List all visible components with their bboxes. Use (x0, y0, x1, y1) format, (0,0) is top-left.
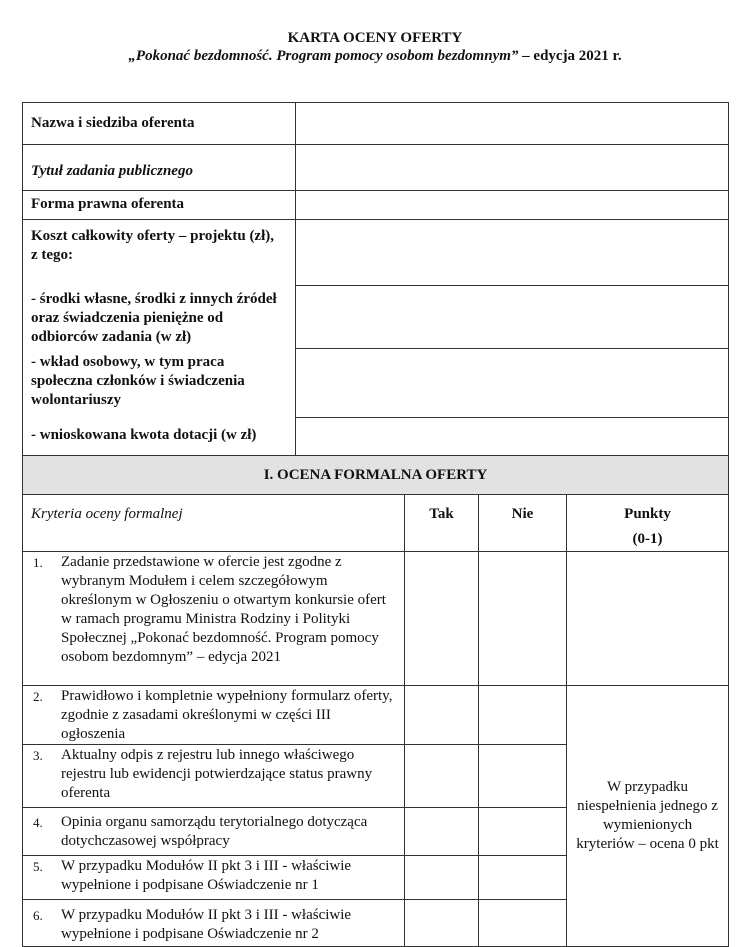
of-which-text: z tego: (31, 247, 74, 263)
document-subtitle (0, 48, 750, 65)
points-column-header (567, 495, 729, 552)
criterion-number: 4. (33, 815, 43, 830)
no-cell[interactable] (479, 552, 567, 686)
points-label: Punkty (624, 506, 671, 522)
criterion-cell (23, 856, 405, 900)
task-title-field[interactable] (296, 145, 729, 191)
own-funds-field[interactable] (296, 286, 729, 349)
document-title: KARTA OCENY OFERTY (287, 30, 463, 46)
criterion-text: W przypadku Modułów II pkt 3 i III - właściwie wypełnione i podpisane Oświadczenie nr 1 (61, 858, 352, 893)
yes-cell[interactable] (405, 686, 479, 745)
program-name: „Pokonać bezdomność. Program pomocy osobom bezdomnym” (128, 48, 519, 64)
offeror-name-label: Nazwa i siedziba oferenta (23, 103, 296, 145)
criterion-cell (23, 745, 405, 808)
no-cell[interactable] (479, 686, 567, 745)
offeror-name-field[interactable] (296, 103, 729, 145)
formal-evaluation-table (22, 455, 729, 947)
criterion-text: Zadanie przedstawione w ofercie jest zgodne z wybranym Modułem i celem szczegółowym określonym w Ogłoszeniu o otwartym konkursie ofert w ramach programu Ministra Rodziny i Polityki Społecznej „Pokonać bezdomność. Program pomocy osobom bezdomnym” – edycja 2021 (61, 554, 386, 665)
criterion-number: 3. (33, 748, 43, 763)
points-cell[interactable] (567, 552, 729, 686)
personal-contribution-field[interactable] (296, 349, 729, 418)
criterion-text: Opinia organu samorządu terytorialnego dotycząca dotychczasowej współpracy (61, 814, 368, 849)
personal-contribution-label: - wkład osobowy, w tym praca społeczna członków i świadczenia wolontariuszy (23, 349, 296, 418)
no-cell[interactable] (479, 900, 567, 947)
legal-form-label: Forma prawna oferenta (23, 191, 296, 220)
offer-info-table (22, 102, 729, 456)
criteria-note: W przypadku niespełnienia jednego z wymienionych kryteriów – ocena 0 pkt (567, 686, 729, 947)
criterion-number: 2. (33, 689, 43, 704)
criterion-cell (23, 900, 405, 947)
requested-grant-field[interactable] (296, 418, 729, 456)
section-title: I. OCENA FORMALNA OFERTY (23, 456, 729, 495)
no-cell[interactable] (479, 856, 567, 900)
table-row (23, 686, 729, 745)
no-cell[interactable] (479, 808, 567, 856)
yes-cell[interactable] (405, 856, 479, 900)
total-cost-field[interactable] (296, 220, 729, 286)
requested-grant-label: - wnioskowana kwota dotacji (w zł) (23, 418, 296, 456)
criterion-text: Aktualny odpis z rejestru lub innego właściwego rejestru lub ewidencji potwierdzające status prawny oferenta (61, 747, 373, 801)
edition-text: – edycja 2021 r. (518, 48, 622, 64)
criteria-column-header: Kryteria oceny formalnej (23, 495, 405, 552)
no-cell[interactable] (479, 745, 567, 808)
criterion-number: 5. (33, 859, 43, 874)
no-column-header: Nie (479, 495, 567, 552)
criterion-cell (23, 686, 405, 745)
criterion-text: W przypadku Modułów II pkt 3 i III - właściwie wypełnione i podpisane Oświadczenie nr 2 (61, 907, 352, 942)
yes-cell[interactable] (405, 745, 479, 808)
criterion-cell (23, 808, 405, 856)
criterion-number: 6. (33, 908, 43, 923)
criterion-cell (23, 552, 405, 686)
total-cost-text: Koszt całkowity oferty – projektu (zł), (31, 228, 275, 244)
criterion-text: Prawidłowo i kompletnie wypełniony formularz oferty, zgodnie z zasadami określonymi w części III ogłoszenia (61, 688, 393, 742)
points-range-label: (0-1) (632, 531, 663, 547)
table-row (23, 552, 729, 686)
legal-form-field[interactable] (296, 191, 729, 220)
task-title-label: Tytuł zadania publicznego (23, 145, 296, 191)
yes-cell[interactable] (405, 900, 479, 947)
own-funds-label: - środki własne, środki z innych źródeł oraz świadczenia pieniężne od odbiorców zadania (w zł) (23, 286, 296, 349)
yes-cell[interactable] (405, 808, 479, 856)
yes-column-header: Tak (405, 495, 479, 552)
criterion-number: 1. (33, 555, 43, 570)
total-cost-label (23, 220, 296, 286)
yes-cell[interactable] (405, 552, 479, 686)
